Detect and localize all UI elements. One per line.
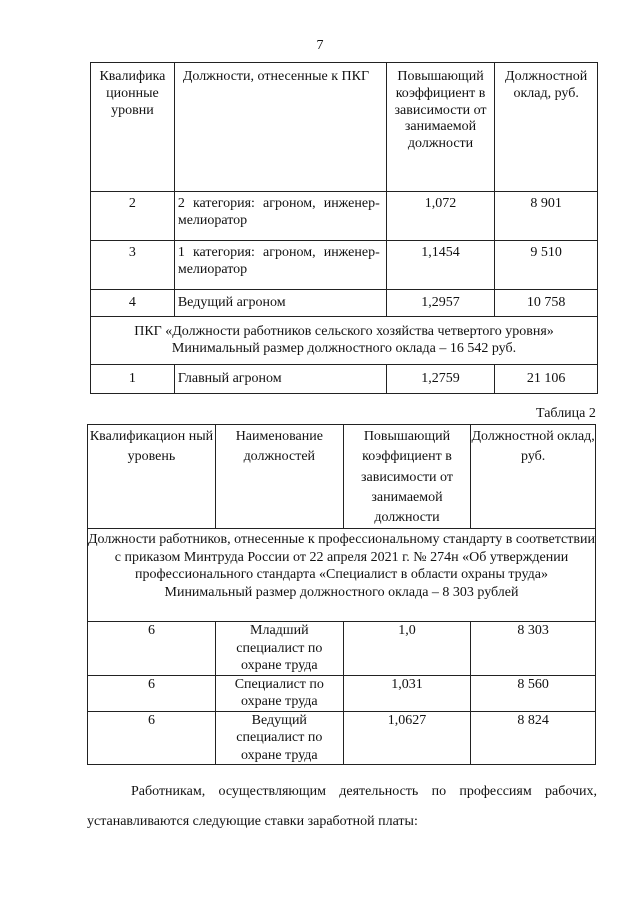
cell-position: Младший специалист по охране труда <box>215 622 343 676</box>
cell-level: 4 <box>91 290 175 317</box>
header-positions: Должности, отнесенные к ПКГ <box>174 63 386 192</box>
cell-salary: 9 510 <box>495 241 598 290</box>
paragraph-text: Работникам, осуществляющим деятельность по профессиям рабочих, устанавливаются следующие ставки заработной платы: <box>87 784 597 829</box>
group-header-row <box>88 529 596 622</box>
table-row <box>91 192 598 241</box>
cell-position: Специалист по охране труда <box>215 675 343 711</box>
cell-level: 1 <box>91 365 175 394</box>
cell-position: Главный агроном <box>174 365 386 394</box>
cell-level: 3 <box>91 241 175 290</box>
group-title: ПКГ «Должности работников сельского хозяйства четвертого уровня» <box>134 323 554 339</box>
table-row <box>91 365 598 394</box>
cell-salary: 8 901 <box>495 192 598 241</box>
header-qualification-level: Квалифика ционные уровни <box>91 63 175 192</box>
cell-salary: 8 303 <box>471 622 596 676</box>
header-qualification-level: Квалификацион ный уровень <box>88 425 216 529</box>
table-row <box>91 241 598 290</box>
cell-level: 6 <box>88 622 216 676</box>
table-header-row <box>88 425 596 529</box>
table-row <box>91 290 598 317</box>
cell-level: 6 <box>88 711 216 765</box>
group-title: Должности работников, отнесенные к профессиональному стандарту в соответствии с приказом Минтруда России от 22 апреля 2021 г. № 274н «Об утверждении профессионального стандарта «Специалист в области охраны труда» <box>88 532 595 583</box>
cell-salary: 21 106 <box>495 365 598 394</box>
cell-coefficient: 1,0 <box>343 622 471 676</box>
header-position-name: Наименование должностей <box>215 425 343 529</box>
cell-level: 6 <box>88 675 216 711</box>
cell-coefficient: 1,0627 <box>343 711 471 765</box>
cell-position: 2 категория: агроном, инженер-мелиоратор <box>174 192 386 241</box>
cell-salary: 8 824 <box>471 711 596 765</box>
cell-coefficient: 1,031 <box>343 675 471 711</box>
group-header-row <box>91 317 598 365</box>
table-row <box>88 675 596 711</box>
cell-salary: 10 758 <box>495 290 598 317</box>
header-coefficient: Повышающий коэффициент в зависимости от занимаемой должности <box>386 63 495 192</box>
page-number: 7 <box>316 38 324 53</box>
cell-position: 1 категория: агроном, инженер-мелиоратор <box>174 241 386 290</box>
header-coefficient: Повышающий коэффициент в зависимости от занимаемой должности <box>343 425 471 529</box>
cell-position: Ведущий специалист по охране труда <box>215 711 343 765</box>
cell-salary: 8 560 <box>471 675 596 711</box>
cell-coefficient: 1,2759 <box>386 365 495 394</box>
table-row <box>88 711 596 765</box>
table-header-row <box>91 63 598 192</box>
positions-table-1 <box>90 62 598 394</box>
cell-coefficient: 1,1454 <box>386 241 495 290</box>
group-header-cell <box>88 529 596 622</box>
group-header-cell <box>91 317 598 365</box>
group-min-salary: Минимальный размер должностного оклада – 16 542 руб. <box>171 340 517 356</box>
header-salary: Должностной оклад, руб. <box>471 425 596 529</box>
positions-table-2 <box>87 424 596 765</box>
cell-coefficient: 1,072 <box>386 192 495 241</box>
header-salary: Должностной оклад, руб. <box>495 63 598 192</box>
group-min-salary: Минимальный размер должностного оклада – 8 303 рублей <box>164 584 519 600</box>
cell-coefficient: 1,2957 <box>386 290 495 317</box>
table-2-caption: Таблица 2 <box>536 406 596 421</box>
cell-level: 2 <box>91 192 175 241</box>
cell-position: Ведущий агроном <box>174 290 386 317</box>
table-row <box>88 622 596 676</box>
body-paragraph <box>87 777 597 837</box>
